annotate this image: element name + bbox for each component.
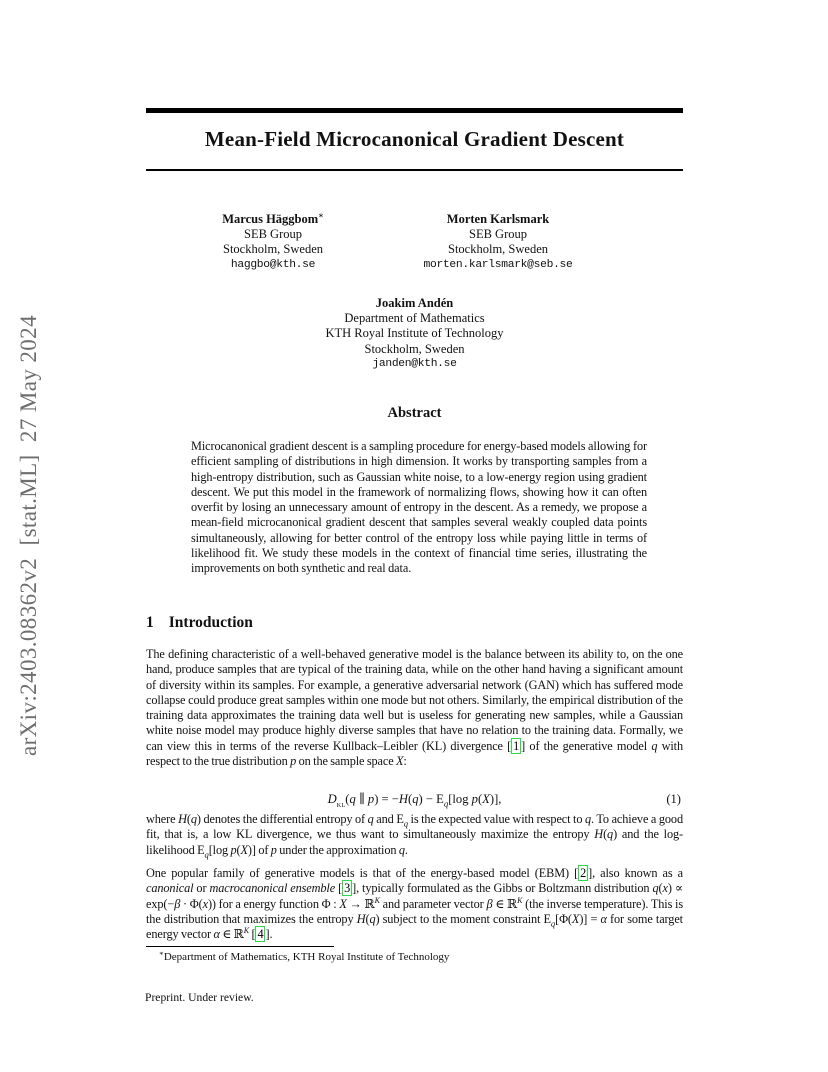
paper-title: Mean-Field Microcanonical Gradient Descent	[204, 127, 625, 151]
author-affiliation: KTH Royal Institute of Technology	[325, 326, 504, 341]
author-footnote-mark: ∗	[318, 210, 324, 220]
citation-1[interactable]: 1	[513, 738, 520, 753]
preprint-notice: Preprint. Under review.	[145, 991, 254, 1004]
equation-number: (1)	[666, 792, 681, 806]
author-block-1	[146, 212, 400, 273]
section-heading-introduction	[146, 614, 683, 632]
abstract-heading: Abstract	[387, 405, 442, 421]
footnote-rule	[146, 946, 334, 947]
citation-3[interactable]: 3	[344, 881, 351, 896]
author-affiliation: Stockholm, Sweden	[448, 242, 548, 257]
footnote-text: ∗Department of Mathematics, KTH Royal Institute of Technology	[159, 949, 450, 963]
paragraph-3: One popular family of generative models is that of the energy-based model (EBM) [ 2 ], also known as a canonical or macrocanonical ensemble [ 3 ], typically formulated as the Gibbs or Boltzmann distribution q(x) ∝ exp(−β · Φ(x)) for a energy function Φ : X → ℝ$^K$ and parameter vector β ∈ ℝ$^K$ (the inverse temperature). This is the distribution that maximizes the entropy H(q) subject to the moment constraint $E_q[\Phi(X)] = \alpha$ for some target energy vector α ∈ ℝ$^K$ [ 4 ].	[146, 866, 684, 941]
author-name	[146, 212, 400, 227]
author-block-2	[368, 212, 628, 273]
author-affiliation: SEB Group	[244, 227, 302, 242]
author-name: Morten Karlsmark	[446, 212, 550, 226]
paragraph-2: where H(q) denotes the differential entropy of q and $E_q$ is the expected value with respect to q. To achieve a good fit, that is, a low KL divergence, we thus want to simultaneously maximize the entropy H(q) and the log-likelihood $E_q[\log$ p(X)] of p under the approximation q.	[146, 812, 683, 859]
author-email: morten.karlsmark@seb.se	[423, 258, 573, 271]
author-email: janden@kth.se	[372, 357, 457, 370]
author-affiliation: Stockholm, Sweden	[223, 242, 323, 257]
citation-4[interactable]: 4	[257, 927, 264, 941]
author-affiliation: Department of Mathematics	[344, 311, 485, 326]
citation-2[interactable]: 2	[580, 866, 587, 880]
author-name-text: Marcus Häggbom	[222, 212, 319, 226]
title-rule-bottom	[146, 169, 683, 171]
section-title: Introduction	[168, 614, 253, 631]
arxiv-watermark: arXiv:2403.08362v2 [stat.ML] 27 May 2024	[16, 315, 41, 757]
author-affiliation: Stockholm, Sweden	[364, 341, 465, 356]
author-affiliation: SEB Group	[469, 227, 527, 242]
author-name: Joakim Andén	[375, 296, 454, 310]
author-email: haggbo@kth.se	[230, 258, 316, 271]
section-number: 1	[146, 614, 154, 631]
title-rule-top	[146, 108, 683, 113]
equation-body: $D_{KL}(q$ ∥ $p) = -H(q) - E_q[\log$ p(X)],	[327, 792, 502, 809]
author-block-3	[146, 296, 683, 372]
display-equation	[146, 791, 683, 807]
paragraph-1: The defining characteristic of a well-behaved generative model is the balance between its ability to, on the one hand, produce samples that are typical of the training data, while on the other hand having a significant amount of diversity within its samples. For example, a generative adversarial network (GAN) which has suffered mode collapse could produce great samples within one mode but not others. Similarly, the empirical distribution of the training data approximates the training data well but is useless for generating new samples, while a Gaussian white noise model may produce highly diverse samples that have no relation to the training data. Formally, we can view this in terms of the reverse Kullback–Leibler (KL) divergence [ 1 ] of the generative model q with respect to the true distribution p on the sample space X:	[146, 647, 683, 768]
abstract-text: Microcanonical gradient descent is a sampling procedure for energy-based models allowing for efficient sampling of distributions in high dimension. It works by transporting samples from a high-entropy distribution, such as Gaussian white noise, to a low-energy region using gradient descent. We put this model in the framework of normalizing flows, showing how it can often overfit by losing an unnecessary amount of entropy in the descent. As a remedy, we propose a mean-field microcanonical gradient descent that samples several weakly coupled data points simultaneously, allowing for better control of the entropy loss while paying little in terms of likelihood fit. We study these models in the context of financial time series, illustrating the improvements on both synthetic and real data.	[191, 439, 647, 575]
